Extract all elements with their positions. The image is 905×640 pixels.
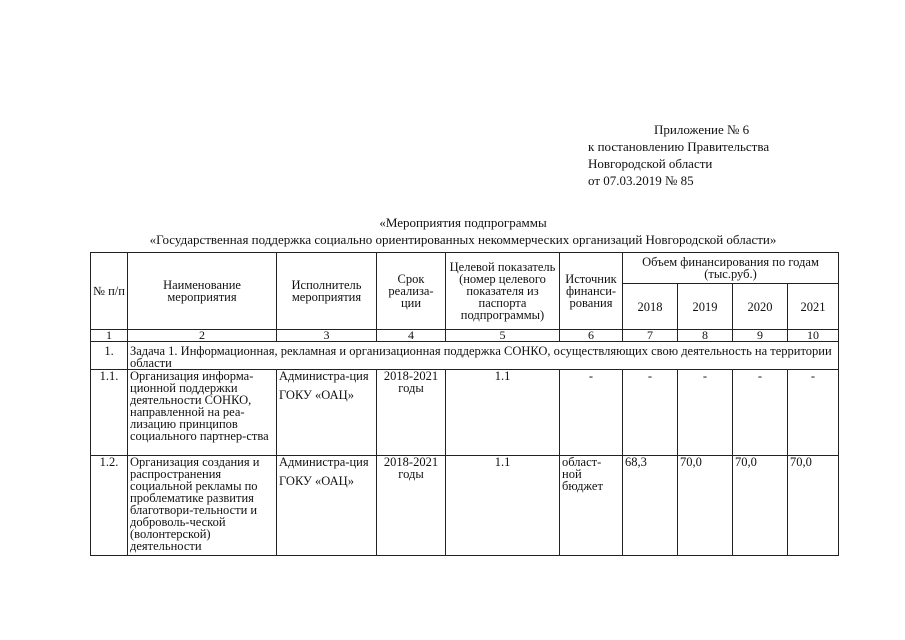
task-row bbox=[91, 342, 839, 370]
appendix-line-2: к постановлению Правительства bbox=[588, 139, 770, 154]
appendix-line-4: от 07.03.2019 № 85 bbox=[588, 173, 694, 188]
column-number: 8 bbox=[678, 330, 733, 342]
row-value-2021: 70,0 bbox=[788, 456, 839, 556]
document-title bbox=[90, 214, 836, 248]
appendix-block bbox=[588, 121, 769, 189]
row-target: 1.1 bbox=[446, 456, 560, 556]
header-num: № п/п bbox=[91, 253, 128, 330]
title-line-2: «Государственная поддержка социально ориентированных некоммерческих организаций Новгородской области» bbox=[149, 232, 777, 247]
column-number: 9 bbox=[733, 330, 788, 342]
header-name: Наименование мероприятия bbox=[128, 253, 277, 330]
row-executor-line-1: Администра-ция bbox=[279, 455, 369, 469]
row-value-2019: - bbox=[678, 370, 733, 456]
column-number: 7 bbox=[623, 330, 678, 342]
header-volume: Объем финансирования по годам (тыс.руб.) bbox=[623, 253, 839, 284]
row-num: 1.2. bbox=[91, 456, 128, 556]
table-row bbox=[91, 370, 839, 456]
row-name: Организация информа-ционной поддержки деятельности СОНКО, направленной на реа-лизацию принципов социального партнер-ства bbox=[128, 370, 277, 456]
row-num: 1.1. bbox=[91, 370, 128, 456]
row-value-2018: 68,3 bbox=[623, 456, 678, 556]
row-name: Организация создания и распространения социальной рекламы по проблематике развития благотвори-тельности и доброволь-ческой (волонтерской) деятельности bbox=[128, 456, 277, 556]
task-num: 1. bbox=[91, 342, 128, 370]
row-target: 1.1 bbox=[446, 370, 560, 456]
column-number: 2 bbox=[128, 330, 277, 342]
header-year-2018: 2018 bbox=[623, 284, 678, 330]
column-number: 6 bbox=[560, 330, 623, 342]
appendix-line-1: Приложение № 6 bbox=[654, 122, 750, 137]
header-term: Срок реализа-ции bbox=[377, 253, 446, 330]
column-number: 10 bbox=[788, 330, 839, 342]
row-term: 2018-2021 годы bbox=[377, 456, 446, 556]
measures-table bbox=[90, 252, 839, 556]
column-number: 5 bbox=[446, 330, 560, 342]
row-executor-line-2: ГОКУ «ОАЦ» bbox=[279, 388, 354, 402]
row-value-2018: - bbox=[623, 370, 678, 456]
header-executor: Исполнитель мероприятия bbox=[277, 253, 377, 330]
task-text: Задача 1. Информационная, рекламная и организационная поддержка СОНКО, осуществляющих свою деятельность на территории области bbox=[128, 342, 839, 370]
row-executor bbox=[277, 456, 377, 556]
column-number: 1 bbox=[91, 330, 128, 342]
row-value-2021: - bbox=[788, 370, 839, 456]
header-year-2021: 2021 bbox=[788, 284, 839, 330]
row-executor-line-1: Администра-ция bbox=[279, 369, 369, 383]
column-number-row bbox=[91, 330, 839, 342]
header-target: Целевой показатель (номер целевого показателя из паспорта подпрограммы) bbox=[446, 253, 560, 330]
title-line-1: «Мероприятия подпрограммы bbox=[379, 215, 547, 230]
row-term: 2018-2021 годы bbox=[377, 370, 446, 456]
table-row bbox=[91, 456, 839, 556]
row-value-2020: - bbox=[733, 370, 788, 456]
row-value-2020: 70,0 bbox=[733, 456, 788, 556]
row-executor bbox=[277, 370, 377, 456]
row-source: - bbox=[560, 370, 623, 456]
column-number: 4 bbox=[377, 330, 446, 342]
header-year-2020: 2020 bbox=[733, 284, 788, 330]
header-row bbox=[91, 253, 839, 284]
header-year-2019: 2019 bbox=[678, 284, 733, 330]
row-value-2019: 70,0 bbox=[678, 456, 733, 556]
column-number: 3 bbox=[277, 330, 377, 342]
header-source: Источник финанси-рования bbox=[560, 253, 623, 330]
appendix-line-3: Новгородской области bbox=[588, 156, 713, 171]
row-source: област-ной бюджет bbox=[560, 456, 623, 556]
row-executor-line-2: ГОКУ «ОАЦ» bbox=[279, 474, 354, 488]
